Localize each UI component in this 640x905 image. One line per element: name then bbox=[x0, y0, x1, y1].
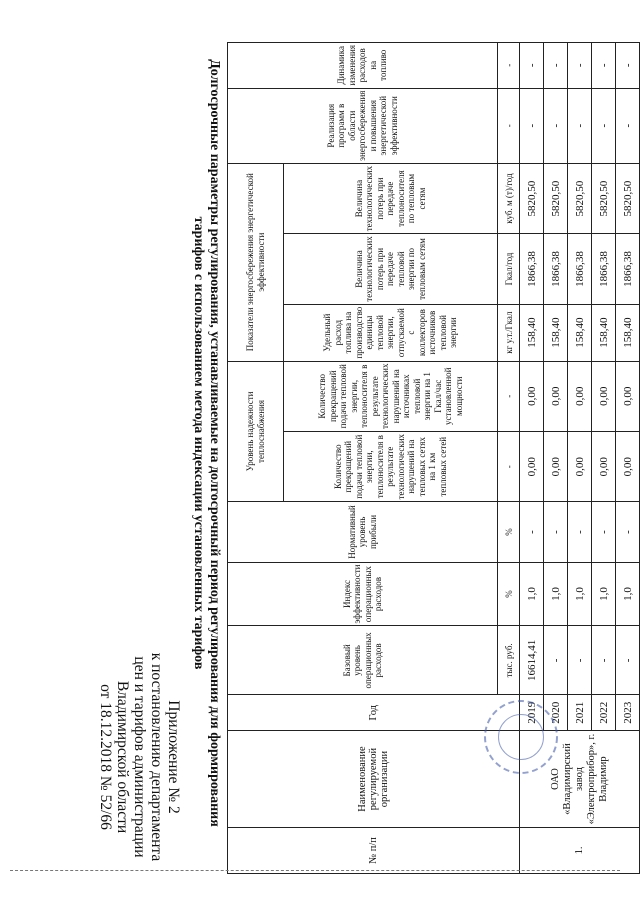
appendix-line: к постановлению департамента bbox=[148, 652, 165, 862]
cell-fuel-rate: 158,40 bbox=[544, 304, 568, 361]
cell-efficiency-index: 1,0 bbox=[592, 562, 616, 626]
appendix-line: цен и тарифов администрации bbox=[131, 656, 148, 858]
cell-coolant-losses: 5820,50 bbox=[544, 163, 568, 233]
cell-coolant-losses: 5820,50 bbox=[592, 163, 616, 233]
cell-dynamics: - bbox=[568, 43, 592, 89]
cell-program: - bbox=[592, 88, 616, 163]
unit-base-level: тыс. руб. bbox=[498, 626, 520, 695]
header-reliability-networks: Количество прекращений подачи тепловой энергии, теплоносителя в результате технологических нарушений на тепловых сетях на 1 км тепловых сетей bbox=[284, 431, 498, 501]
header-dynamics: Динамика изменения расходов на топливо bbox=[228, 43, 498, 89]
appendix-line: Приложение № 2 bbox=[165, 700, 182, 814]
cell-year: 2019 bbox=[520, 695, 544, 731]
header-reliability-sources: Количество прекращений подачи тепловой энергии, теплоносителя в результате технологических нарушений на источниках тепловой энергии на 1 Гкал/час установленной мощности bbox=[284, 361, 498, 431]
cell-profit-level: - bbox=[568, 502, 592, 562]
title-line: тарифов с использованием метода индексации установленных тарифов bbox=[191, 216, 206, 670]
cell-efficiency-index: 1,0 bbox=[520, 562, 544, 626]
cell-base-level: - bbox=[592, 626, 616, 695]
cell-efficiency-index: 1,0 bbox=[616, 562, 640, 626]
header-base-level: Базовый уровень операционных расходов bbox=[228, 626, 498, 695]
cell-fuel-rate: 158,40 bbox=[616, 304, 640, 361]
cell-base-level: - bbox=[544, 626, 568, 695]
organization-name: ОАО «Владимирский завод «Электроприбор», г. Владимир bbox=[520, 731, 640, 828]
header-profit-level: Нормативный уровень прибыли bbox=[228, 502, 498, 562]
cell-year: 2023 bbox=[616, 695, 640, 731]
cell-program: - bbox=[520, 88, 544, 163]
cell-base-level: 16614,41 bbox=[520, 626, 544, 695]
cell-efficiency-index: 1,0 bbox=[568, 562, 592, 626]
cell-heat-losses: 1866,38 bbox=[592, 234, 616, 304]
cell-profit-level: - bbox=[520, 502, 544, 562]
title-line: Долгосрочные параметры регулирования, устанавливаемые на долгосрочный период регулирования для формирования bbox=[207, 59, 222, 827]
cell-efficiency-index: 1,0 bbox=[544, 562, 568, 626]
cell-program: - bbox=[544, 88, 568, 163]
cell-dynamics: - bbox=[592, 43, 616, 89]
unit-coolant-losses: куб. м (т)/год bbox=[498, 163, 520, 233]
unit-fuel-rate: кг у.т./Гкал bbox=[498, 304, 520, 361]
header-heat-losses: Величина технологических потерь при передаче тепловой энергии по тепловым сетям bbox=[284, 234, 498, 304]
cell-fuel-rate: 158,40 bbox=[592, 304, 616, 361]
unit-reliability-sources: - bbox=[498, 361, 520, 431]
cell-reliability-networks: 0,00 bbox=[568, 431, 592, 501]
unit-efficiency-index: % bbox=[498, 562, 520, 626]
cell-heat-losses: 1866,38 bbox=[616, 234, 640, 304]
cell-heat-losses: 1866,38 bbox=[568, 234, 592, 304]
cell-reliability-sources: 0,00 bbox=[544, 361, 568, 431]
official-seal bbox=[484, 700, 558, 774]
appendix-line: Владимирской области bbox=[114, 680, 131, 834]
cell-reliability-sources: 0,00 bbox=[520, 361, 544, 431]
cell-profit-level: - bbox=[616, 502, 640, 562]
cell-program: - bbox=[568, 88, 592, 163]
cell-reliability-networks: 0,00 bbox=[520, 431, 544, 501]
cell-year: 2020 bbox=[544, 695, 568, 731]
cell-fuel-rate: 158,40 bbox=[520, 304, 544, 361]
header-num: № п/п bbox=[228, 827, 520, 873]
cell-reliability-sources: 0,00 bbox=[568, 361, 592, 431]
cell-reliability-networks: 0,00 bbox=[616, 431, 640, 501]
cell-coolant-losses: 5820,50 bbox=[568, 163, 592, 233]
cell-profit-level: - bbox=[592, 502, 616, 562]
document-title bbox=[190, 28, 222, 858]
cell-base-level: - bbox=[616, 626, 640, 695]
cell-heat-losses: 1866,38 bbox=[544, 234, 568, 304]
appendix-header bbox=[97, 637, 182, 877]
parameters-table bbox=[227, 42, 640, 874]
header-reliability-group: Уровень надежности теплоснабжения bbox=[228, 361, 284, 502]
header-program: Реализация программ в области энергосбережения и повышения энергетической эффективности bbox=[228, 88, 498, 163]
scan-edge-line bbox=[10, 870, 620, 871]
header-efficiency-index: Индекс эффективности операционных расходов bbox=[228, 562, 498, 626]
cell-reliability-sources: 0,00 bbox=[592, 361, 616, 431]
header-coolant-losses: Величина технологических потерь при передаче теплоносителя по тепловым сетям bbox=[284, 163, 498, 233]
cell-dynamics: - bbox=[544, 43, 568, 89]
cell-year: 2022 bbox=[592, 695, 616, 731]
header-organization: Наименование регулируемой организации bbox=[228, 731, 520, 828]
header-fuel-rate: Удельный расход топлива на производство единицы тепловой энергии, отпускаемой с коллекторов источников тепловой энергии bbox=[284, 304, 498, 361]
header-energy-group: Показатели энергосбережения энергетической эффективности bbox=[228, 163, 284, 361]
cell-dynamics: - bbox=[520, 43, 544, 89]
cell-coolant-losses: 5820,50 bbox=[616, 163, 640, 233]
cell-fuel-rate: 158,40 bbox=[568, 304, 592, 361]
cell-dynamics: - bbox=[616, 43, 640, 89]
cell-base-level: - bbox=[568, 626, 592, 695]
appendix-line: от 18.12.2018 № 52/66 bbox=[97, 684, 114, 830]
cell-year: 2021 bbox=[568, 695, 592, 731]
unit-dynamics: - bbox=[498, 43, 520, 89]
cell-profit-level: - bbox=[544, 502, 568, 562]
cell-reliability-networks: 0,00 bbox=[592, 431, 616, 501]
unit-heat-losses: Гкал/год bbox=[498, 234, 520, 304]
row-number: 1. bbox=[520, 827, 640, 873]
unit-program: - bbox=[498, 88, 520, 163]
cell-reliability-sources: 0,00 bbox=[616, 361, 640, 431]
unit-profit-level: % bbox=[498, 502, 520, 562]
cell-reliability-networks: 0,00 bbox=[544, 431, 568, 501]
cell-heat-losses: 1866,38 bbox=[520, 234, 544, 304]
cell-program: - bbox=[616, 88, 640, 163]
unit-reliability-networks: - bbox=[498, 431, 520, 501]
cell-coolant-losses: 5820,50 bbox=[520, 163, 544, 233]
header-year: Год bbox=[228, 695, 520, 731]
